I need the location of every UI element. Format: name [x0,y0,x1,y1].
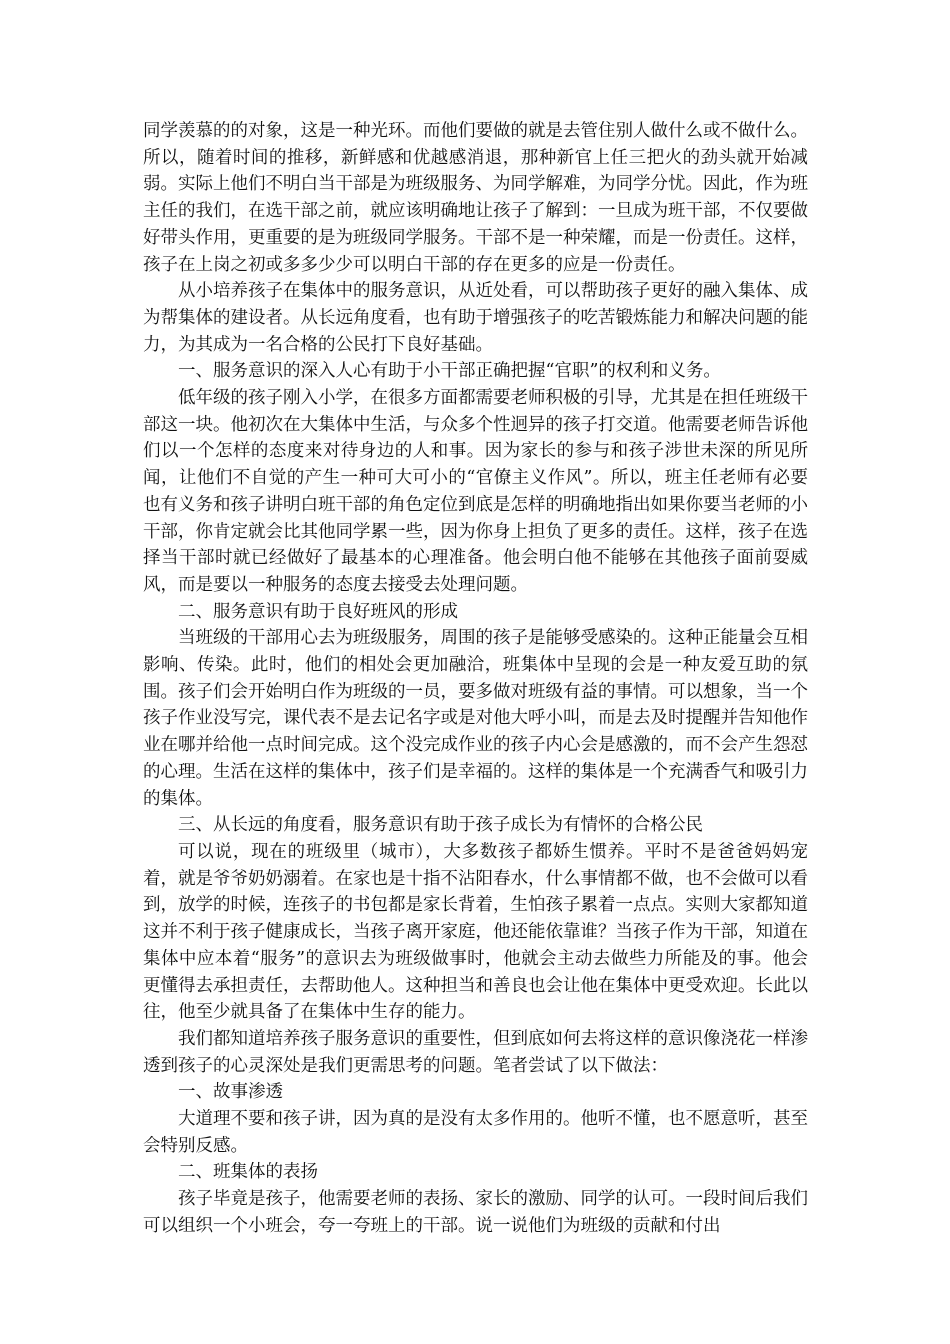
paragraph: 可以说，现在的班级里（城市），大多数孩子都娇生惯养。平时不是爸爸妈妈宠着，就是爷爷奶奶溺着。在家也是十指不沾阳春水，什么事情都不做，也不会做可以看到，放学的时候，连孩子的书包都是家长背着，生怕孩子累着一点点。实则大家都知道这并不利于孩子健康成长，当孩子离开家庭，他还能依靠谁？当孩子作为干部，知道在集体中应本着“服务”的意识去为班级做事时，他就会主动去做些力所能及的事。他会更懂得去承担责任，去帮助他人。这种担当和善良也会让他在集体中更受欢迎。长此以往，他至少就具备了在集体中生存的能力。 [143,841,808,1023]
paragraph-continued: 同学羡慕的的对象，这是一种光环。而他们要做的就是去管住别人做什么或不做什么。所以，随着时间的推移，新鲜感和优越感消退，那种新官上任三把火的劲头就开始减弱。实际上他们不明白当干部是为班级服务、为同学解难，为同学分忧。因此，作为班主任的我们，在选干部之前，就应该明确地让孩子了解到：一旦成为班干部，不仅要做好带头作用，更重要的是为班级同学服务。干部不是一种荣耀，而是一份责任。这样，孩子在上岗之初或多多少少可以明白干部的存在更多的应是一份责任。 [143,121,808,275]
paragraph: 我们都知道培养孩子服务意识的重要性，但到底如何去将这样的意识像浇花一样渗透到孩子的心灵深处是我们更需思考的问题。笔者尝试了以下做法： [143,1028,808,1076]
paragraph: 当班级的干部用心去为班级服务，周围的孩子是能够受感染的。这种正能量会互相影响、传染。此时，他们的相处会更加融洽，班集体中呈现的会是一种友爱互助的氛围。孩子们会开始明白作为班级的一员，要多做对班级有益的事情。可以想象，当一个孩子作业没写完，课代表不是去记名字或是对他大呼小叫，而是去及时提醒并告知他作业在哪并给他一点时间完成。这个没完成作业的孩子内心会是感激的，而不会产生怨怼的心理。生活在这样的集体中，孩子们是幸福的。这样的集体是一个充满香气和吸引力的集体。 [143,628,808,809]
section-heading: 三、从长远的角度看，服务意识有助于孩子成长为有情怀的合格公民 [178,815,703,836]
paragraph: 从小培养孩子在集体中的服务意识，从近处看，可以帮助孩子更好的融入集体、成为帮集体的建设者。从长远角度看，也有助于增强孩子的吃苦锻炼能力和解决问题的能力，为其成为一名合格的公民打下良好基础。 [143,281,808,355]
section-heading: 一、故事渗透 [178,1082,283,1103]
section-heading: 一、服务意识的深入人心有助于小干部正确把握“官职”的权利和义务。 [178,361,721,382]
paragraph: 孩子毕竟是孩子，他需要老师的表扬、家长的激励、同学的认可。一段时间后我们可以组织一个小班会，夸一夸班上的干部。说一说他们为班级的贡献和付出 [143,1189,808,1236]
document-body [143,118,808,1240]
paragraph: 低年级的孩子刚入小学，在很多方面都需要老师积极的引导，尤其是在担任班级干部这一块。他初次在大集体中生活，与众多个性迥异的孩子打交道。他需要老师告诉他们以一个怎样的态度来对待身边的人和事。因为家长的参与和孩子涉世未深的所见所闻，让他们不自觉的产生一种可大可小的“官僚主义作风”。所以，班主任老师有必要也有义务和孩子讲明白班干部的角色定位到底是怎样的明确地指出如果你要当老师的小干部，你肯定就会比其他同学累一些，因为你身上担负了更多的责任。这样，孩子在选择当干部时就已经做好了最基本的心理准备。他会明白他不能够在其他孩子面前耍威风，而是要以一种服务的态度去接受去处理问题。 [143,388,808,595]
section-heading: 二、服务意识有助于良好班风的形成 [178,601,458,622]
section-heading: 二、班集体的表扬 [178,1162,318,1183]
paragraph: 大道理不要和孩子讲，因为真的是没有太多作用的。他听不懂，也不愿意听，甚至会特别反感。 [143,1109,808,1156]
